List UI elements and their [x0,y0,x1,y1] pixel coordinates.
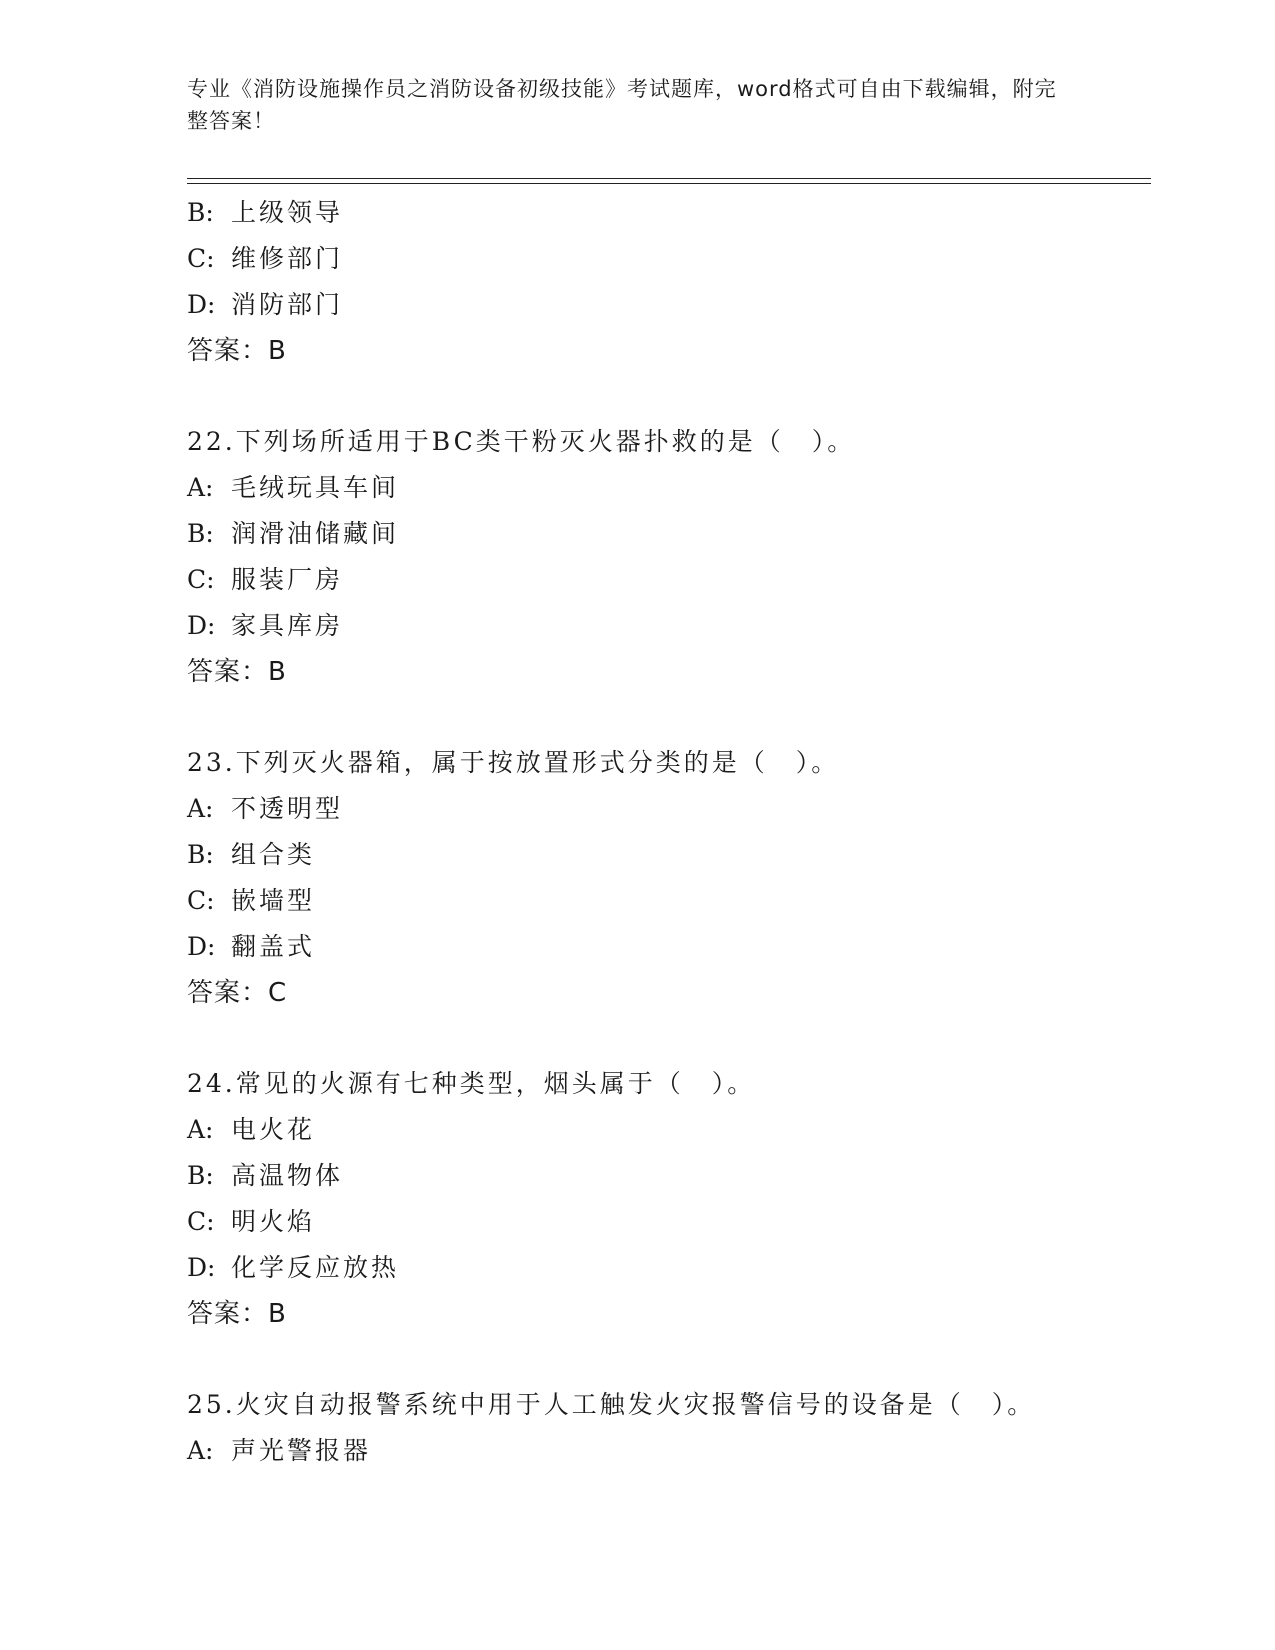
option-text: 翻盖式 [231,932,316,961]
option-label: C: [187,244,215,273]
option-label: B: [187,198,214,227]
option-text: 化学反应放热 [231,1253,400,1282]
question-stem: 23.下列灭火器箱，属于按放置形式分类的是（ ）。 [187,748,840,777]
option-text: 电火花 [231,1115,316,1144]
option-d [187,924,1147,970]
option-label: A: [187,1436,214,1465]
option-label: C: [187,565,215,594]
option-text: 声光警报器 [231,1436,372,1465]
option-text: 维修部门 [231,244,344,273]
option-d [187,603,1147,649]
header-divider-bottom [187,183,1151,184]
option-b [187,832,1147,878]
option-b [187,511,1147,557]
option-c [187,236,1147,282]
option-text: 不透明型 [231,794,344,823]
option-c [187,1199,1147,1245]
option-c [187,557,1147,603]
answer-line: 答案：B [187,336,287,366]
option-a [187,1428,1147,1474]
question-21-continuation [187,190,1147,374]
question-23 [187,740,1147,1016]
option-text: 消防部门 [231,290,344,319]
option-text: 服装厂房 [231,565,344,594]
option-label: A: [187,473,214,502]
option-label: D: [187,290,216,319]
option-label: B: [187,840,214,869]
option-a [187,1107,1147,1153]
answer-line: 答案：C [187,978,288,1008]
option-text: 明火焰 [231,1207,316,1236]
option-label: C: [187,886,215,915]
option-label: D: [187,1253,216,1282]
option-text: 家具库房 [231,611,344,640]
question-stem: 24.常见的火源有七种类型，烟头属于（ ）。 [187,1069,756,1098]
option-label: D: [187,611,216,640]
question-stem: 22.下列场所适用于BC类干粉灭火器扑救的是（ ）。 [187,427,856,456]
answer-line: 答案：B [187,657,287,687]
answer-line: 答案：B [187,1299,287,1329]
spacer [187,695,1147,740]
option-b [187,1153,1147,1199]
question-25 [187,1382,1147,1474]
spacer [187,374,1147,419]
option-label: A: [187,794,214,823]
option-d [187,1245,1147,1291]
question-24 [187,1061,1147,1337]
spacer [187,1016,1147,1061]
option-label: C: [187,1207,215,1236]
header-divider-top [187,178,1151,179]
option-text: 上级领导 [231,198,344,227]
option-label: A: [187,1115,214,1144]
document-header: 专业《消防设施操作员之消防设备初级技能》考试题库，word格式可自由下载编辑，附完整答案！ [187,77,1057,133]
option-text: 毛绒玩具车间 [231,473,400,502]
spacer [187,1337,1147,1382]
option-d [187,282,1147,328]
option-label: B: [187,519,214,548]
option-text: 润滑油储藏间 [231,519,400,548]
option-label: D: [187,932,216,961]
option-c [187,878,1147,924]
option-b [187,190,1147,236]
option-text: 组合类 [231,840,316,869]
question-list [187,190,1147,1474]
option-text: 高温物体 [231,1161,344,1190]
option-a [187,786,1147,832]
option-a [187,465,1147,511]
question-stem: 25.火灾自动报警系统中用于人工触发火灾报警信号的设备是（ ）。 [187,1390,1036,1419]
option-text: 嵌墙型 [231,886,316,915]
option-label: B: [187,1161,214,1190]
question-22 [187,419,1147,695]
